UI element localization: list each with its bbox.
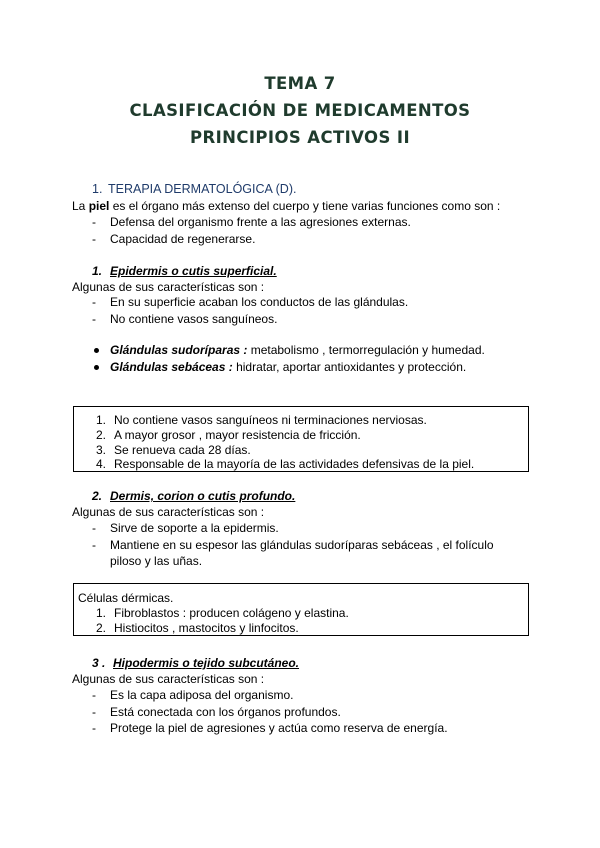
box-item: Fibroblastos : producen colágeno y elastina. (114, 606, 349, 620)
dash-marker: - (92, 312, 96, 326)
dash-marker: - (92, 538, 96, 552)
box-item-number: 1. (96, 606, 107, 620)
dermis-number: 2. (92, 489, 103, 503)
list-item: No contiene vasos sanguíneos. (110, 312, 278, 326)
box-item-number: 3. (96, 443, 107, 457)
epidermis-heading: Epidermis o cutis superficial. (110, 264, 277, 278)
dash-marker: - (92, 215, 96, 229)
section1-intro-keyword: piel (88, 199, 110, 213)
box-item-number: 2. (96, 428, 107, 442)
bullet-item (110, 359, 466, 375)
list-item: Protege la piel de agresiones y actúa como reserva de energía. (110, 721, 448, 735)
epidermis-intro: Algunas de sus características son : (72, 280, 265, 294)
bullet-text: hidratar, aportar antioxidantes y protección. (232, 360, 467, 374)
list-item: Mantiene en su espesor las glándulas sudoríparas sebáceas , el folículo (110, 538, 494, 552)
doc-title-line3: PRINCIPIOS ACTIVOS II (190, 128, 410, 147)
dermis-intro: Algunas de sus características son : (72, 505, 265, 519)
list-item: Sirve de soporte a la epidermis. (110, 521, 279, 535)
bullet-item (110, 342, 485, 358)
dermal-cells-title: Células dérmicas. (78, 591, 174, 605)
doc-title-line1: TEMA 7 (264, 74, 336, 93)
dermis-heading: Dermis, corion o cutis profundo. (110, 489, 296, 503)
list-item: En su superficie acaban los conductos de las glándulas. (110, 295, 409, 309)
list-item-continuation: piloso y las uñas. (110, 554, 203, 568)
dash-marker: - (92, 521, 96, 535)
box-item: Responsable de la mayoría de las actividades defensivas de la piel. (114, 457, 475, 471)
hipodermis-number: 3 . (92, 656, 106, 670)
epidermis-number: 1. (92, 264, 103, 278)
box-item: Se renueva cada 28 días. (114, 443, 251, 457)
dash-marker: - (92, 232, 96, 246)
doc-title-line2: CLASIFICACIÓN DE MEDICAMENTOS (129, 101, 471, 120)
hipodermis-heading: Hipodermis o tejido subcutáneo. (113, 656, 300, 670)
section1-heading: TERAPIA DERMATOLÓGICA (D). (108, 182, 297, 196)
bullet-text: metabolismo , termorregulación y humedad. (247, 343, 485, 357)
box-item-number: 2. (96, 621, 107, 635)
bullet-dot (94, 365, 99, 370)
box-item: A mayor grosor , mayor resistencia de fricción. (114, 428, 361, 442)
section1-intro (72, 198, 500, 214)
box-item: No contiene vasos sanguíneos ni terminaciones nerviosas. (114, 413, 427, 427)
list-item: Está conectada con los órganos profundos. (110, 705, 341, 719)
list-item: Es la capa adiposa del organismo. (110, 688, 294, 702)
section1-intro-pre: La (72, 199, 89, 213)
list-item: Defensa del organismo frente a las agresiones externas. (110, 215, 411, 229)
hipodermis-intro: Algunas de sus características son : (72, 672, 265, 686)
section1-number: 1. (92, 182, 103, 196)
bullet-label: Glándulas sudoríparas : (110, 343, 248, 357)
box-item-number: 1. (96, 413, 107, 427)
box-item-number: 4. (96, 457, 107, 471)
bullet-label: Glándulas sebáceas : (110, 360, 233, 374)
list-item: Capacidad de regenerarse. (110, 232, 256, 246)
dash-marker: - (92, 705, 96, 719)
bullet-dot (94, 348, 99, 353)
dash-marker: - (92, 688, 96, 702)
box-item: Histiocitos , mastocitos y linfocitos. (114, 621, 299, 635)
dash-marker: - (92, 721, 96, 735)
section1-intro-post: es el órgano más extenso del cuerpo y tiene varias funciones como son : (109, 199, 501, 213)
dash-marker: - (92, 295, 96, 309)
